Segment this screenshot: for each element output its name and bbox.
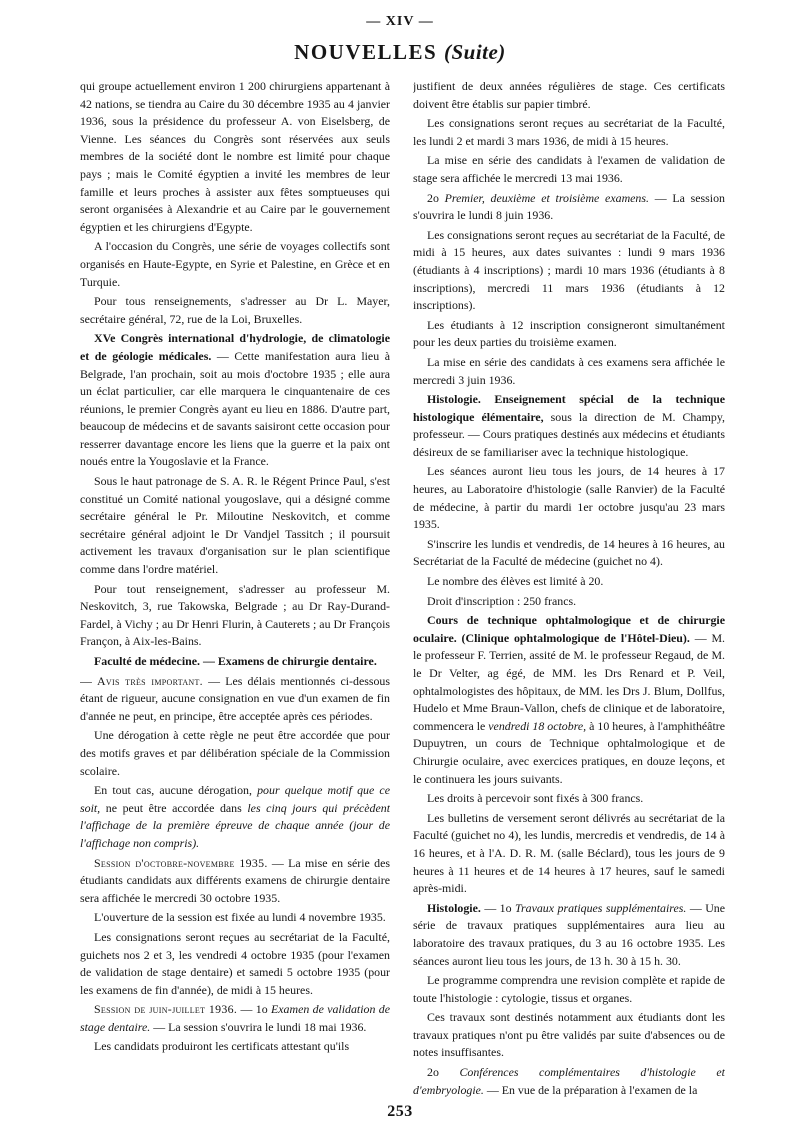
page-number: 253 [387, 1103, 413, 1120]
paragraph: Les candidats produiront les certificats attestant qu'ils [94, 1039, 350, 1054]
session-body: — La session s'ouvrira le lundi 18 mai 1936. [150, 1019, 367, 1034]
exam-item [413, 1064, 725, 1098]
notice-body: — Les délais mentionnés ci-dessous étant de rigueur, aucune consignation en vue d'un examen de fin d'année ne peut, en principe, être acceptée après ces périodes. [80, 673, 390, 723]
paragraph: Ces travaux sont destinés notamment aux étudiants dont les travaux pratiques n'ont pu être validés par suite d'absences ou de notes insuffisantes. [413, 1010, 725, 1060]
paragraph: S'inscrire les lundis et vendredis, de 14 heures à 16 heures, au Secrétariat de la Faculté de médecine (guichet no 4). [413, 536, 725, 569]
text-run: — Une série de travaux pratiques supplémentaires aura lieu au laboratoire des travaux pratiques, du 3 au 16 octobre 1935. Les séances auront lieu tous les jours, de 13 h. 30 à 15 h. 30. [413, 900, 725, 968]
italic-run: Examen de validation de stage dentaire. [80, 1002, 390, 1034]
paragraph: L'ouverture de la session est fixée au lundi 4 novembre 1935. [94, 910, 386, 925]
session-body: — La mise en série des étudiants candidats aux différents examens de chirurgie dentaire sera affichée le mercredi 30 octobre 1935. [80, 855, 390, 905]
session-label: Session d'octobre-novembre 1935. [94, 855, 268, 870]
text-run: 2o [427, 190, 445, 205]
session-item [80, 855, 390, 908]
paragraph: qui groupe actuellement environ 1 200 chirurgiens appartenant à 42 nations, se tiendra au Caire du 30 décembre 1935 au 4 janvier 1936, sous la présidence du professeur A. von Eiselsberg, de Vienne. Les séances du Congrès sont réservées aux seuls membres de la société dont le nombre est limité pour chaque pays ; mais le Comité égyptien a invité les membres de leur famille et leurs proches à assister aux fêtes somptueuses qui seront organisées à Alexandrie et au Caire par le gouvernement égyptien et les chirurgiens d'Egypte. [80, 79, 390, 234]
paragraph: Pour tous renseignements, s'adresser au Dr L. Mayer, secrétaire général, 72, rue de la Loi, Bruxelles. [80, 294, 390, 326]
paragraph: Les séances auront lieu tous les jours, de 14 heures à 17 heures, au Laboratoire d'histologie (salle Ranvier) de la Faculté de médecine, à partir du mardi 1er octobre jusqu'au 23 mars 1935. [413, 464, 725, 532]
notice [80, 673, 390, 726]
section-title-main: NOUVELLES [294, 40, 438, 64]
italic-run: Premier, deuxième et troisième examens. [444, 190, 649, 205]
paragraph: Les étudiants à 12 inscription consigneront simultanément pour les deux parties du troisième examen. [413, 317, 725, 350]
text-run: — 1o [480, 900, 516, 915]
paragraph: Les droits à percevoir sont fixés à 300 francs. [427, 791, 644, 806]
italic-run: les cinq jours qui précèdent l'affichage de la première épreuve de chaque année (jour de l'affichage non compris). [80, 800, 390, 850]
paragraph: Une dérogation à cette règle ne peut être accordée que pour des motifs graves et par délibération spéciale de la Commission scolaire. [80, 728, 390, 778]
text-run: 2o [427, 1065, 460, 1080]
italic-run: pour quelque motif que ce soit, [80, 783, 390, 815]
section-title-sub: (Suite) [443, 40, 506, 64]
section-title [0, 40, 800, 65]
italic-run: vendredi 18 octobre, [488, 718, 587, 733]
text-run: ne peut être accordée dans [100, 800, 248, 815]
exam-item [413, 190, 725, 225]
news-item [413, 900, 725, 970]
news-item [413, 391, 725, 461]
news-heading: Histologie. Enseignement spécial de la technique histologique élémentaire, [413, 392, 725, 424]
text-run: — M. le professeur F. Terrien, assité de M. le professeur Regaud, de M. le Dr Velter, ag égé, de MM. les Drs Renard et P. Veil, ophtalmologistes des hôpitaux, de MM. les Drs J. Blum, Dollfus, Hudelo et Mme Braun-Vallon, chefs de clinique et de laboratoire, commencera le [413, 630, 725, 733]
paragraph: Les bulletins de versement seront délivrés au secrétariat de la Faculté (guichet no 4), les lundis, mercredis et vendredis, de 14 à 16 heures, et à l'A. D. R. M. (salle Béclard), tous les jours de 9 heures à 11 heures et de 14 heures à 17 heures, sauf le samedi après-midi. [413, 810, 725, 896]
paragraph: Les consignations seront reçues au secrétariat de la Faculté, les lundi 2 et mardi 3 mars 1936, de midi à 15 heures. [413, 116, 725, 148]
text-run: — 1o [237, 1002, 271, 1017]
left-column [80, 78, 390, 1098]
news-heading: XVe Congrès international d'hydrologie, de climatologie et de géologie médicales. [80, 331, 390, 363]
notice-label: — Avis très important. [80, 673, 203, 688]
paragraph [80, 782, 390, 852]
news-heading: Faculté de médecine. — Examens de chirurgie dentaire. [94, 654, 377, 668]
paragraph: Les consignations seront reçues au secrétariat de la Faculté, de midi à 15 heures, aux dates suivantes : lundi 9 mars 1936 (étudiants à 4 inscriptions) ; mardi 10 mars 1936 (étudiants à 8 inscriptions), mercredi 11 mars 1936 (étudiants à 12 inscriptions). [413, 227, 725, 313]
text-run: — En vue de la préparation à l'examen de la [483, 1082, 698, 1097]
paragraph: Sous le haut patronage de S. A. R. le Régent Prince Paul, s'est constitué un Comité national yougoslave, qui a désigné comme secrétaire général le Pr. Miloutine Neskovitch, et comme secrétaire général adjoint le Dr Vandjel Tassitch ; il poursuit activement les travaux d'organisation sur le plan scientifique comme dans l'ordre matériel. [80, 474, 390, 577]
paragraph: La mise en série des candidats à l'examen de validation de stage sera affichée le mercredi 13 mai 1936. [413, 153, 725, 185]
session-label: Session de juin-juillet 1936. [94, 1002, 238, 1017]
news-heading: Cours de technique ophtalmologique et de chirurgie oculaire. (Clinique ophtalmologique de l'Hôtel-Dieu). [413, 613, 725, 645]
paragraph: A l'occasion du Congrès, une série de voyages collectifs sont organisés en Haute-Egypte, en Syrie et Palestine, en Grèce et en Turquie. [80, 239, 390, 289]
session-item [80, 1001, 390, 1036]
paragraph: Pour tout renseignement, s'adresser au professeur M. Neskovitch, 3, rue Takowska, Belgrade ; au Dr Ray-Durand-Fardel, à Vichy ; au Dr Henri Flurin, à Cauterets ; au Dr François Françon, à Aix-les-Bains. [80, 581, 390, 649]
news-body: — Cette manifestation aura lieu à Belgrade, l'an prochain, soit au mois d'octobre 1935 ; elle aura un éclat particulier, car elle marquera le cinquantenaire de ces réunions, le premier Congrès ayant eu lieu en 1886. D'autre part, beaucoup de médecins et de savants saisiront cette occasion pour resserrer davantage encore les liens que la guerre et la paix ont noués entre la Yougoslavie et la France. [80, 348, 390, 469]
paragraph: justifient de deux années régulières de stage. Ces certificats doivent être établis sur papier timbré. [413, 79, 725, 111]
italic-run: Conférences complémentaires d'histologie et d'embryologie. [413, 1065, 725, 1097]
text-run: — La session s'ouvrira le lundi 8 juin 1936. [413, 190, 725, 223]
paragraph: Le programme comprendra une revision complète et rapide de toute l'histologie : cytologie, tissus et organes. [413, 973, 725, 1005]
news-heading: Histologie. [427, 900, 481, 915]
paragraph: Le nombre des élèves est limité à 20. [427, 574, 604, 589]
news-item [413, 612, 725, 788]
right-column [413, 78, 725, 1098]
news-item [80, 330, 390, 471]
italic-run: Travaux pratiques supplémentaires. [515, 900, 687, 915]
paragraph: Droit d'inscription : 250 francs. [427, 593, 577, 608]
paragraph: La mise en série des candidats à ces examens sera affichée le mercredi 3 juin 1936. [413, 354, 725, 387]
news-body: sous la direction de M. Champy, professeur. — Cours pratiques destinés aux médecins et étudiants désireux de se familiariser avec la technique histologique. [413, 409, 725, 459]
news-item [80, 653, 390, 671]
roman-folio: — XIV — [366, 14, 434, 29]
text-run: En tout cas, aucune dérogation, [94, 783, 258, 798]
text-run: à 10 heures, à l'amphithéâtre Dupuytren, un cours de Technique ophtalmologique et de Chirurgie oculaire, avec exercices pratiques, en douze leçons, et le continuera les jours suivants. [413, 718, 725, 786]
paragraph: Les consignations seront reçues au secrétariat de la Faculté, guichets nos 2 et 3, les vendredi 4 octobre 1935 (pour l'examen de validation de stage dentaire) et samedi 5 octobre 1935 (pour les examens de fin d'année), de midi à 15 heures. [80, 929, 390, 997]
